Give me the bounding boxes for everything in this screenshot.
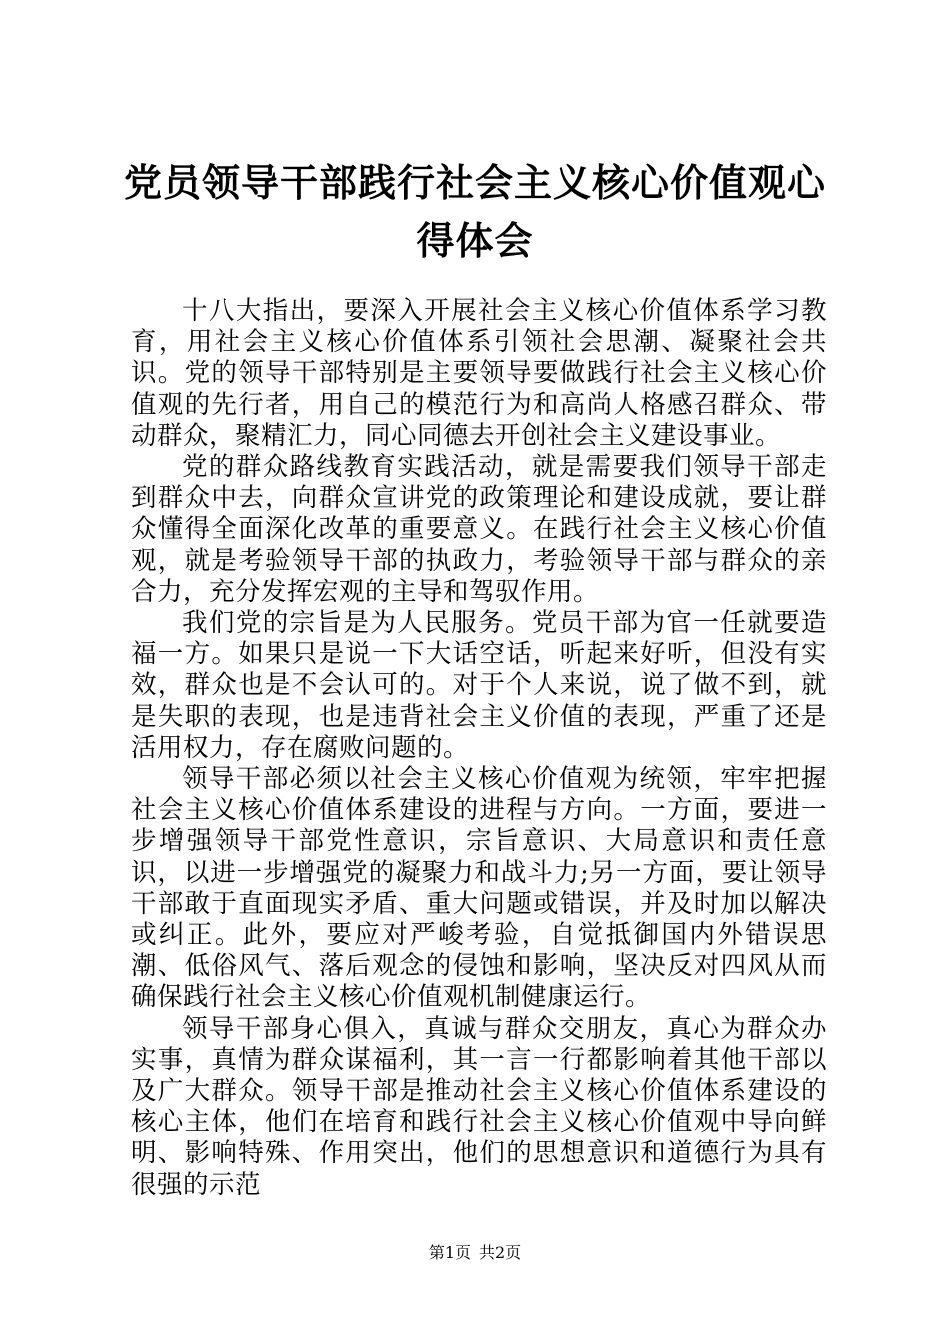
paragraph-3: 我们党的宗旨是为人民服务。党员干部为官一任就要造福一方。如果只是说一下大话空话，听起来好听，但没有实效，群众也是不会认可的。对于个人来说，说了做不到，就是失职的表现，也是违背社会主义价值的表现，严重了还是活用权力，存在腐败问题的。 — [131, 608, 827, 763]
page-footer — [0, 1243, 950, 1263]
page-number: 第1页 — [428, 1243, 471, 1262]
paragraph-5: 领导干部身心俱入，真诚与群众交朋友，真心为群众办实事，真情为群众谋福利，其一言一行都影响着其他干部以及广大群众。领导干部是推动社会主义核心价值体系建设的核心主体，他们在培育和践行社会主义核心价值观中导向鲜明、影响特殊、作用突出，他们的思想意识和道德行为具有很强的示范 — [131, 1013, 827, 1200]
document-title: 党员领导干部践行社会主义核心价值观心得体会 — [123, 161, 826, 263]
paragraph-4: 领导干部必须以社会主义核心价值观为统领，牢牢把握社会主义核心价值体系建设的进程与方向。一方面，要进一步增强领导干部党性意识，宗旨意识、大局意识和责任意识，以进一步增强党的凝聚力和战斗力;另一方面，要让领导干部敢于直面现实矛盾、重大问题或错误，并及时加以解决或纠正。此外，要应对严峻考验，自觉抵御国内外错误思潮、低俗风气、落后观念的侵蚀和影响，坚决反对四风从而确保践行社会主义核心价值观机制健康运行。 — [131, 764, 827, 1013]
document-body — [131, 296, 827, 1201]
paragraph-1: 十八大指出，要深入开展社会主义核心价值体系学习教育，用社会主义核心价值体系引领社会思潮、凝聚社会共识。党的领导干部特别是主要领导要做践行社会主义核心价值观的先行者，用自己的模范行为和高尚人格感召群众、带动群众，聚精汇力，同心同德去开创社会主义建设事业。 — [131, 296, 827, 451]
page-total: 共2页 — [479, 1243, 522, 1262]
paragraph-2: 党的群众路线教育实践活动，就是需要我们领导干部走到群众中去，向群众宣讲党的政策理论和建设成就，要让群众懂得全面深化改革的重要意义。在践行社会主义核心价值观，就是考验领导干部的执政力，考验领导干部与群众的亲合力，充分发挥宏观的主导和驾驭作用。 — [131, 452, 827, 607]
